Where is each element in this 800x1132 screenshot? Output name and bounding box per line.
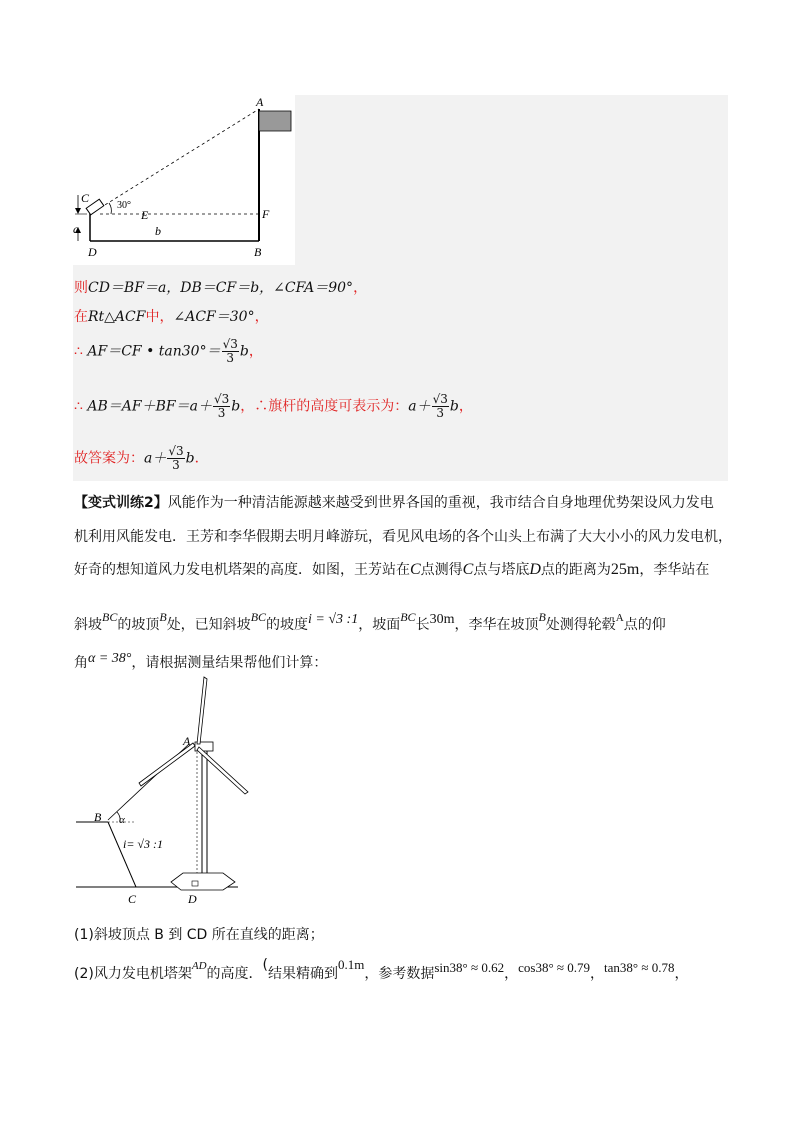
problem-tag: 【变式训练2】 <box>74 495 168 511</box>
label-alpha: α <box>119 814 125 826</box>
label-A: A <box>183 734 191 748</box>
question-2: (2)风力发电机塔架$^{AD}$的高度．(结果精确到0.1m，参考数据sin38° ≈ 0.62，cos38° ≈ 0.79，tan38° ≈ 0.78， <box>74 957 689 982</box>
problem-line-5: 角α = 38°，请根据测量结果帮他们计算： <box>74 651 328 671</box>
flagpole-figure <box>73 95 295 265</box>
label-b: b <box>155 224 161 238</box>
solution-line-5: 故答案为：a＋ $\frac{√3}{3}$ b． <box>74 444 209 472</box>
label-C: C <box>128 892 137 906</box>
label-F: F <box>262 207 270 221</box>
label-C: C <box>81 191 90 205</box>
problem-line-2: 机利用风能发电．王芳和李华假期去明月峰游玩，看见风电场的各个山头上布满了大大小小的风力发电机， <box>74 529 732 545</box>
question-1: (1)斜坡顶点 B 到 CD 所在直线的距离； <box>74 927 324 943</box>
solution-line-2: 在Rt△ACF中，∠ACF＝30°， <box>74 309 269 325</box>
label-A: A <box>256 95 264 109</box>
label-D: D <box>88 245 97 259</box>
fraction-sqrt3-over-3: $\frac{√3}{3}$ <box>222 337 238 365</box>
label-D: D <box>188 892 197 906</box>
solution-line-1: 则CD＝BF＝a，DB＝CF＝b，∠CFA＝90°， <box>74 280 368 296</box>
angle-label: 30° <box>117 200 131 211</box>
label-B: B <box>94 810 102 824</box>
solution-line-4: ∴ AB＝AF＋BF＝a＋ $\frac{√3}{3}$ b，∴旗杆的高度可表示为：a＋ $\frac{√3}{3}$ b， <box>74 392 473 420</box>
label-E: E <box>141 208 149 222</box>
problem-line-3: 好奇的想知道风力发电机塔架的高度．如图，王芳站在C点测得C点与塔底D点的距离为25m，李华站在 <box>74 561 710 578</box>
fraction-sqrt3-over-3: $\frac{√3}{3}$ <box>432 392 448 420</box>
fraction-sqrt3-over-3: $\frac{√3}{3}$ <box>168 444 184 472</box>
wind-turbine-figure <box>73 672 273 912</box>
problem-line-1: 【变式训练2】风能作为一种清洁能源越来越受到世界各国的重视，我市结合自身地理优势架设风力发电 <box>74 495 714 511</box>
label-B: B <box>254 245 262 259</box>
label-a: a <box>73 222 79 236</box>
solution-line-3: ∴ AF＝CF • tan30°＝ $\frac{√3}{3}$ b， <box>74 337 263 365</box>
problem-line-4: 斜坡BC的坡顶B处，已知斜坡BC的坡度i = √3 :1，坡面BC长30m，李华在坡顶B处测得轮毂$^A$点的仰 <box>74 610 666 633</box>
slope-ratio-label: i= √3 :1 <box>123 837 164 851</box>
fraction-sqrt3-over-3: $\frac{√3}{3}$ <box>213 392 230 420</box>
